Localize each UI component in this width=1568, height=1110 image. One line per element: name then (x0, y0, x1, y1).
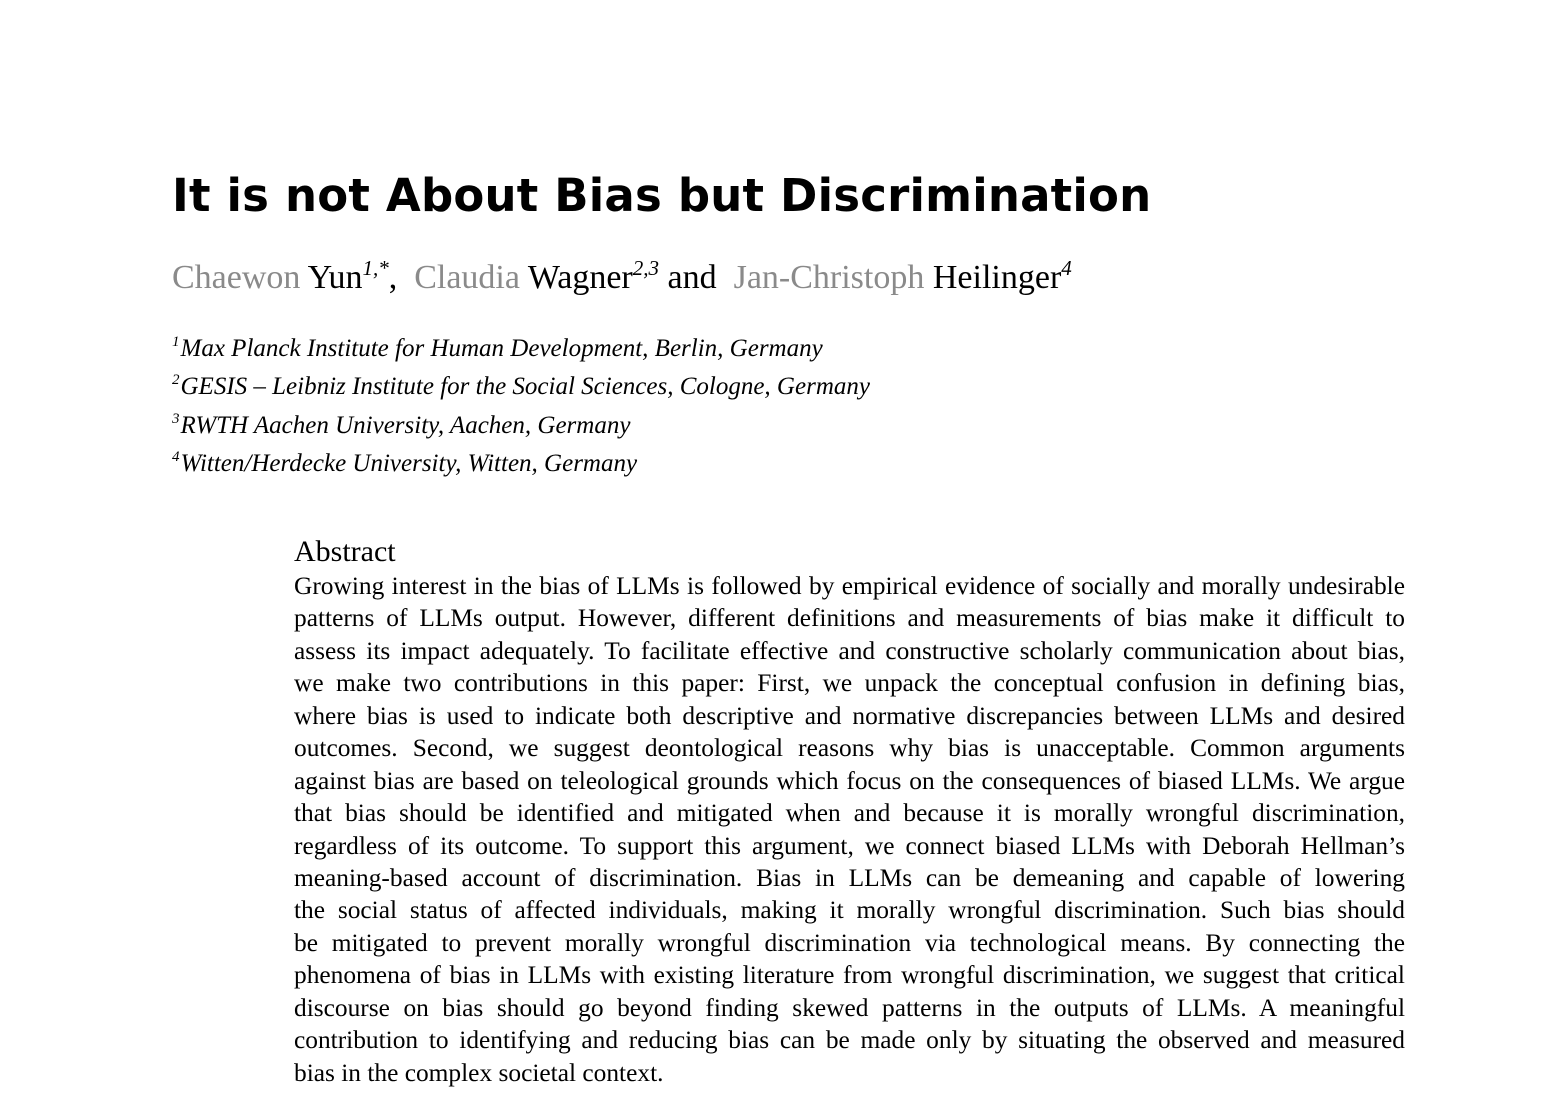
affiliation-item (172, 407, 870, 445)
affiliation-text: RWTH Aachen University, Aachen, Germany (180, 411, 631, 439)
affiliation-number: 3 (172, 410, 180, 427)
abstract-body (294, 570, 1405, 1089)
affiliation-list (172, 330, 870, 483)
author-given-name: Jan-Christoph (733, 259, 925, 296)
author-2 (414, 256, 659, 296)
abstract-line: that bias should be identified and mitigated when and because it is morally wrongful discrimination, (294, 799, 1405, 828)
author-affiliation-marker: 4 (1061, 256, 1072, 280)
author-affiliation-marker: 2,3 (632, 256, 659, 280)
author-given-name: Chaewon (172, 259, 301, 296)
affiliation-text: Witten/Herdecke University, Witten, Germany (180, 449, 638, 477)
abstract-line: regardless of its outcome. To support this argument, we connect biased LLMs with Deborah Hellman’s (294, 831, 1405, 860)
abstract-line: phenomena of bias in LLMs with existing literature from wrongful discrimination, we suggest that critical (294, 961, 1405, 990)
affiliation-item (172, 445, 870, 483)
abstract-line: bias in the complex societal context. (294, 1058, 664, 1087)
author-separator: , (388, 259, 398, 296)
affiliation-item (172, 368, 870, 406)
abstract-line: Growing interest in the bias of LLMs is followed by empirical evidence of socially and morally undesirable (294, 572, 1405, 600)
abstract-line: meaning-based account of discrimination. Bias in LLMs can be demeaning and capable of lowering (294, 863, 1405, 892)
abstract-line: discourse on bias should go beyond finding skewed patterns in the outputs of LLMs. A meaningful (294, 993, 1405, 1022)
author-list (172, 254, 1072, 302)
author-given-name: Claudia (414, 259, 520, 296)
abstract-heading: Abstract (294, 535, 396, 568)
affiliation-item (172, 330, 870, 368)
author-1 (172, 256, 389, 296)
abstract-line: assess its impact adequately. To facilitate effective and constructive scholarly communication about bias, (294, 636, 1405, 665)
abstract-line: where bias is used to indicate both descriptive and normative discrepancies between LLMs and desired (294, 701, 1405, 730)
abstract-line: we make two contributions in this paper: First, we unpack the conceptual confusion in defining bias, (294, 669, 1405, 698)
abstract-line: outcomes. Second, we suggest deontological reasons why bias is unacceptable. Common arguments (294, 734, 1405, 763)
paper-title: It is not About Bias but Discrimination (172, 169, 1152, 222)
affiliation-text: GESIS – Leibniz Institute for the Social Sciences, Cologne, Germany (180, 373, 870, 401)
author-3 (733, 256, 1072, 296)
abstract-line: against bias are based on teleological grounds which focus on the consequences of biased LLMs. We argue (294, 766, 1405, 795)
affiliation-number: 2 (172, 372, 180, 389)
abstract-line: the social status of affected individuals, making it morally wrongful discrimination. Such bias should (294, 896, 1405, 925)
affiliation-number: 4 (172, 448, 180, 465)
abstract-line: contribution to identifying and reducing bias can be made only by situating the observed and measured (294, 1026, 1405, 1055)
affiliation-number: 1 (172, 334, 180, 350)
abstract-line: be mitigated to prevent morally wrongful discrimination via technological means. By connecting the (294, 928, 1405, 957)
abstract-line: patterns of LLMs output. However, different definitions and measurements of bias make it difficult to (294, 604, 1405, 633)
author-family-name: Wagner (527, 259, 633, 296)
author-family-name: Heilinger (932, 259, 1062, 296)
author-affiliation-marker: 1,* (362, 256, 389, 280)
affiliation-text: Max Planck Institute for Human Development, Berlin, Germany (180, 335, 823, 362)
author-separator: and (667, 259, 717, 296)
author-family-name: Yun (307, 259, 363, 296)
